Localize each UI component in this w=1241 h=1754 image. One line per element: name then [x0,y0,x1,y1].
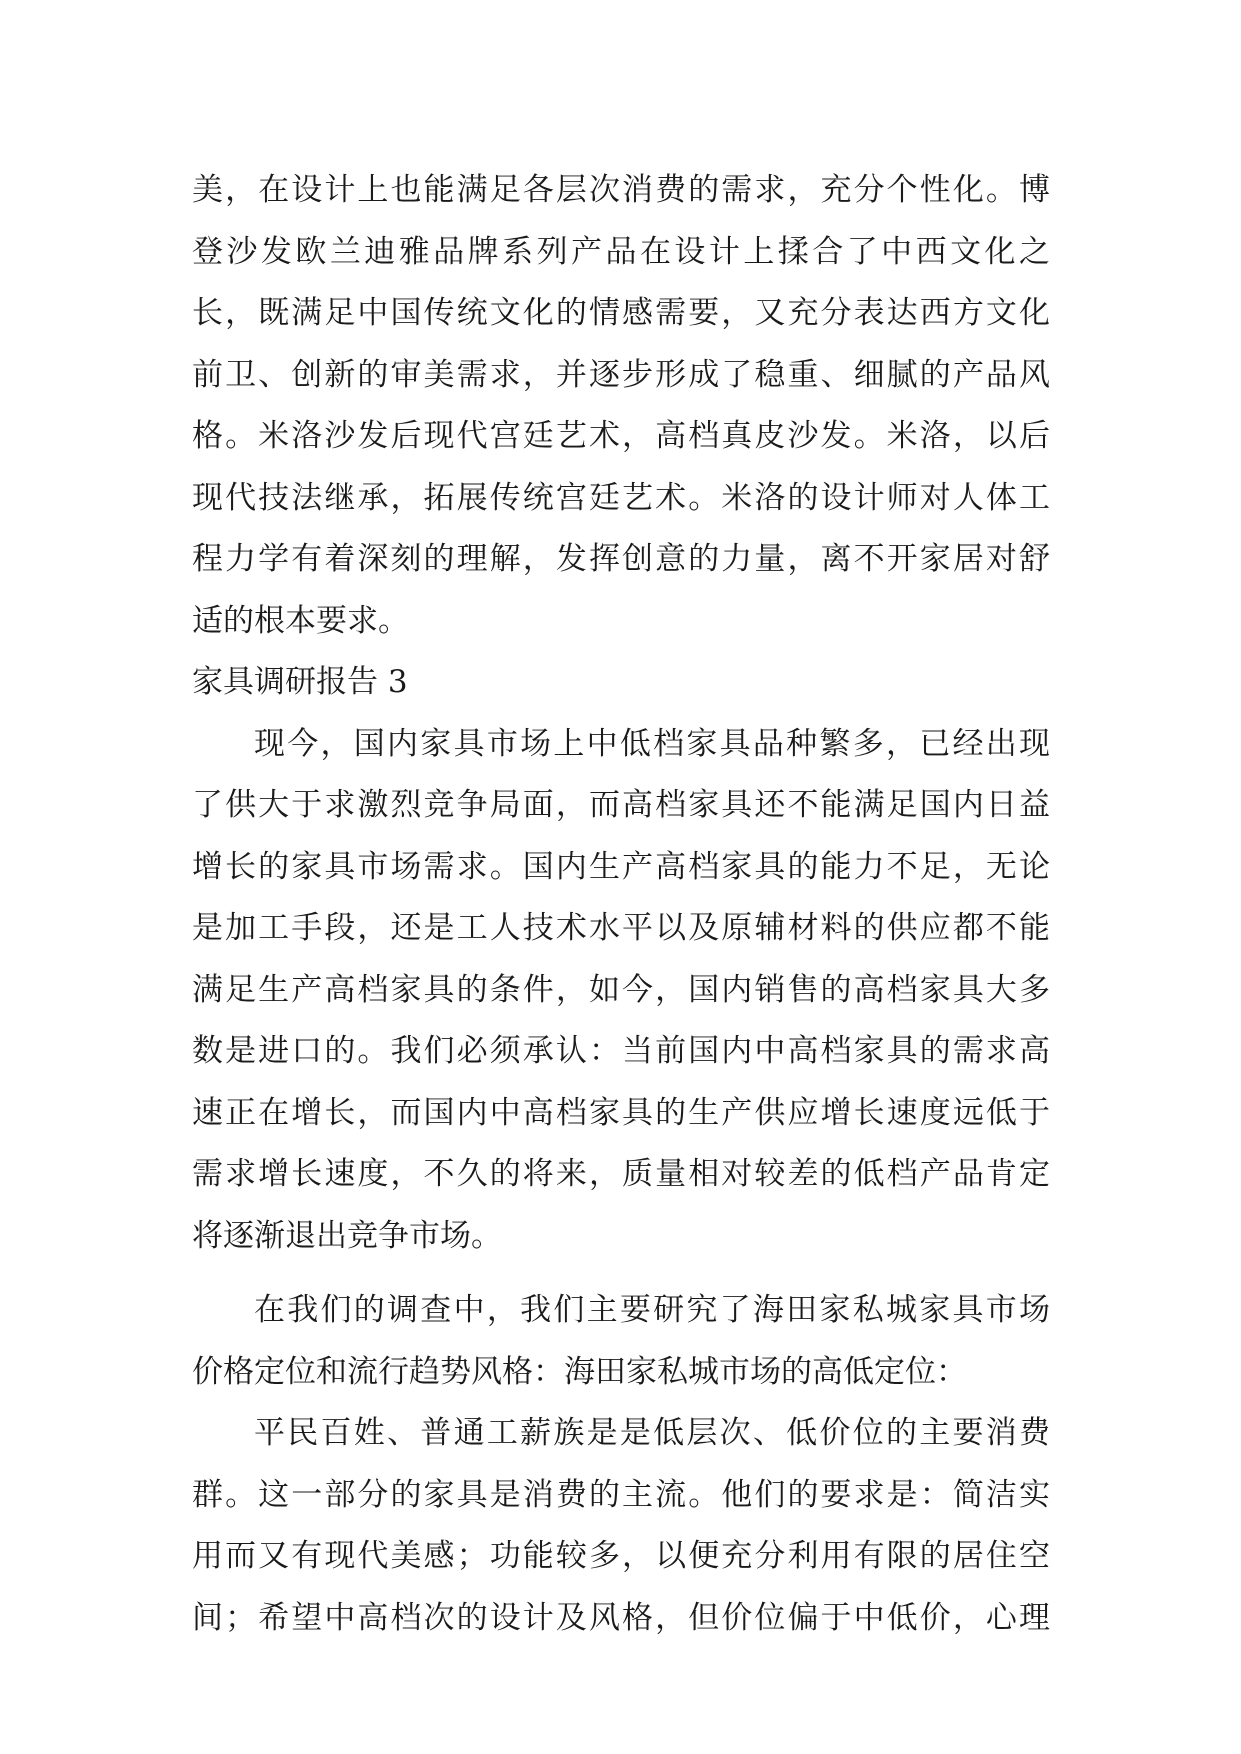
text-line: 现代技法继承，拓展传统宫廷艺术。米洛的设计师对人体工 [192,479,1050,516]
text-line: 是加工手段，还是工人技术水平以及原辅材料的供应都不能 [192,910,1050,946]
text-line: 登沙发欧兰迪雅品牌系列产品在设计上揉合了中西文化之 [192,233,1050,270]
text-line: 美，在设计上也能满足各层次消费的需求，充分个性化。博 [192,172,1050,208]
text-line: 增长的家具市场需求。国内生产高档家具的能力不足，无论 [192,848,1050,885]
paragraph-1 [192,160,1050,652]
paragraph-4 [192,1403,1050,1649]
text-line: 了供大于求激烈竞争局面，而高档家具还不能满足国内日益 [192,787,1050,823]
text-line: 将逐渐退出竞争市场。 [192,1217,502,1254]
text-line: 需求增长速度，不久的将来，质量相对较差的低档产品肯定 [192,1156,1050,1192]
paragraph-3 [192,1280,1050,1403]
text-line: 价格定位和流行趋势风格：海田家私城市场的高低定位： [192,1353,967,1390]
text-line: 长，既满足中国传统文化的情感需要，又充分表达西方文化 [192,295,1050,331]
text-line: 现今，国内家具市场上中低档家具品种繁多，已经出现 [254,725,1050,762]
text-line: 适的根本要求。 [192,602,409,639]
text-line: 在我们的调查中，我们主要研究了海田家私城家具市场 [254,1292,1050,1328]
text-line: 平民百姓、普通工薪族是是低层次、低价位的主要消费 [254,1415,1050,1451]
text-line: 速正在增长，而国内中高档家具的生产供应增长速度远低于 [192,1094,1050,1131]
text-line: 格。米洛沙发后现代宫廷艺术，高档真皮沙发。米洛，以后 [192,418,1050,454]
text-line: 程力学有着深刻的理解，发挥创意的力量，离不开家居对舒 [192,541,1050,577]
text-line: 前卫、创新的审美需求，并逐步形成了稳重、细腻的产品风 [192,356,1050,393]
document-body [192,160,1050,1649]
text-line: 群。这一部分的家具是消费的主流。他们的要求是：简洁实 [192,1476,1050,1513]
text-line: 数是进口的。我们必须承认：当前国内中高档家具的需求高 [192,1033,1050,1069]
paragraph-spacer [192,1267,1050,1280]
text-line: 用而又有现代美感；功能较多，以便充分利用有限的居住空 [192,1538,1050,1574]
text-line: 满足生产高档家具的条件，如今，国内销售的高档家具大多 [192,971,1050,1008]
section-heading: 家具调研报告 3 [192,664,408,700]
text-line: 间；希望中高档次的设计及风格，但价位偏于中低价，心理 [192,1599,1050,1636]
paragraph-2 [192,714,1050,1268]
